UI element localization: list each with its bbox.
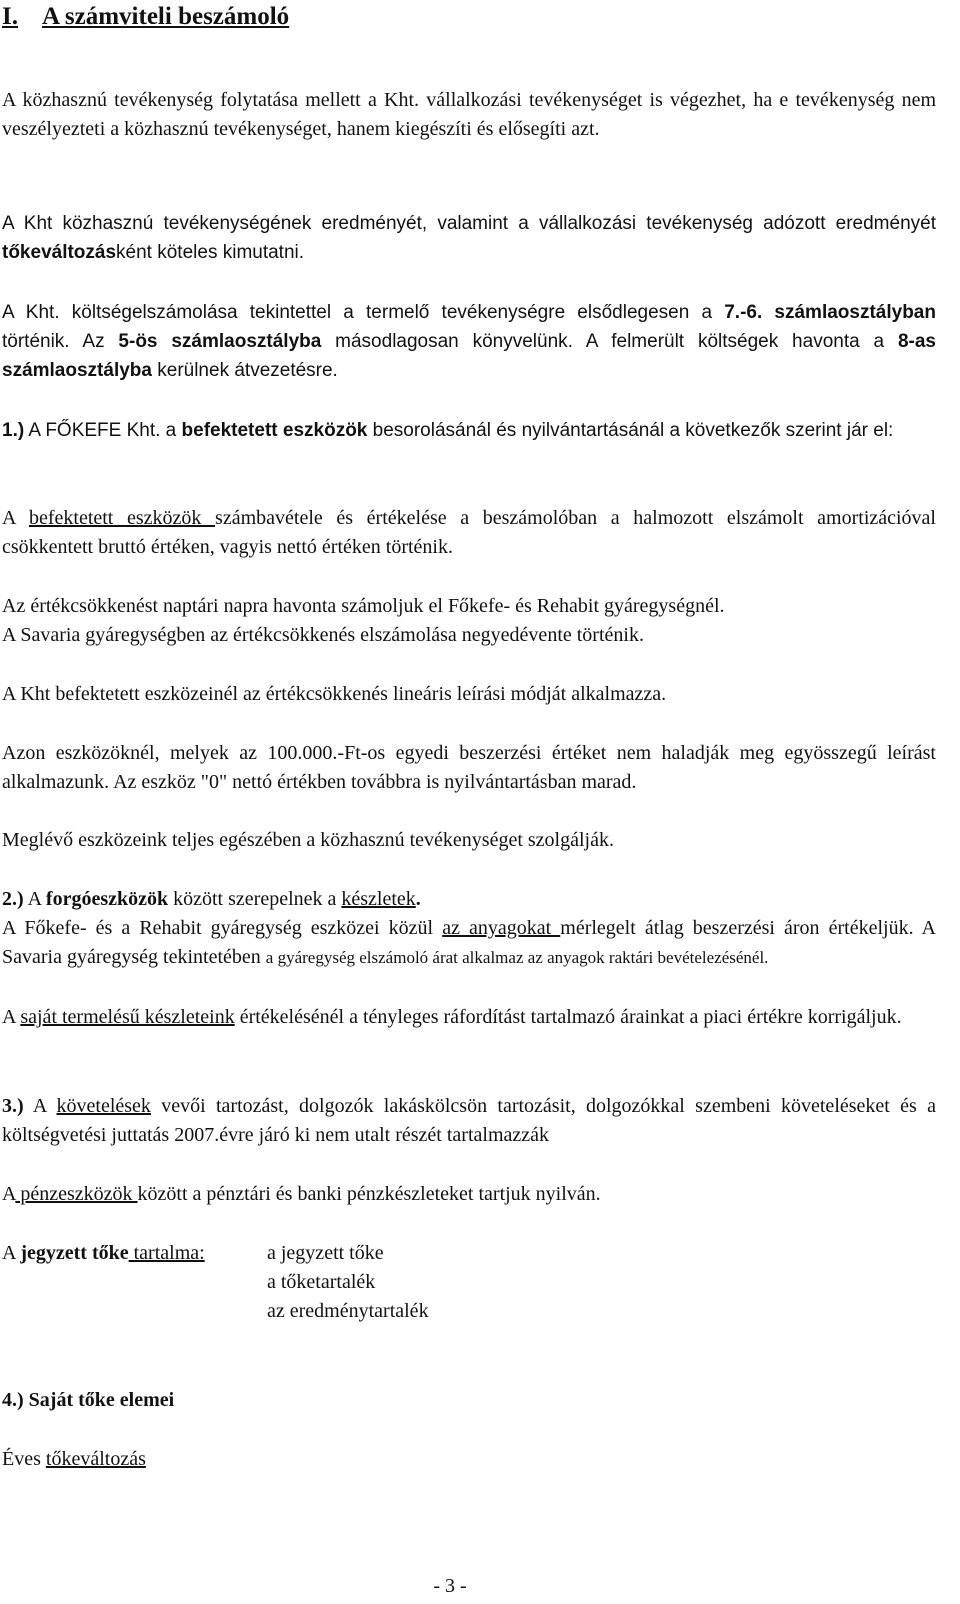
underlined-term: befektetett eszközök [28, 507, 216, 529]
text-run: A [23, 888, 46, 910]
text-run: között a pénztári és banki pénzkészleteket tartjuk nyilván. [137, 1183, 601, 1205]
text-run: között szerepelnek a [168, 888, 342, 910]
subscribed-capital-label [2, 1239, 205, 1268]
paragraph-annual-change [2, 1445, 936, 1474]
text-run: ként köteles kimutatni. [116, 242, 305, 263]
text-run: . [415, 888, 421, 910]
paragraph-threshold: Azon eszközöknél, melyek az 100.000.-Ft-os egyedi beszerzési értéket nem haladják meg egyösszegű leírást alkalmazunk. Az eszköz "0" nettó értékben továbbra is nyilvántartásban marad. [2, 742, 936, 793]
bold-term: 8-as számlaosztályba [2, 331, 936, 381]
text-run: A [2, 1242, 21, 1264]
paragraph-fixed-assets [2, 504, 936, 562]
bold-term: 7.-6. számlaosztályban [724, 302, 936, 323]
underlined-term: készletek [341, 888, 416, 910]
paragraph-depreciation-quarterly: A Savaria gyáregységben az értékcsökkenés elszámolása negyedévente történik. [2, 624, 644, 646]
text-run: értékelésénél a tényleges ráfordítást tartalmazó árainkat a piaci értékre korrigáljuk. [234, 1006, 902, 1028]
underlined-term: tartalma: [128, 1242, 205, 1264]
text-run: történik. Az [2, 331, 119, 352]
section-2-intro [2, 885, 936, 914]
section-3-receivables [2, 1092, 936, 1150]
capital-item: a tőketartalék [267, 1271, 376, 1293]
text-run: besorolásánál és nyilvántartásánál a következők szerint jár el: [367, 420, 894, 441]
text-run: A [2, 1006, 21, 1028]
paragraph-intro: A közhasznú tevékenység folytatása mellett a Kht. vállalkozási tevékenységet is végezhet, ha e tevékenység nem veszélyezteti a közhasznú tevékenységet, hanem kiegészíti és elősegíti azt. [2, 89, 936, 140]
paragraph-own-production [2, 1003, 936, 1032]
text-run: vevői tartozást, dolgozók lakáskölcsön tartozásit, dolgozókkal szembeni követeléseket és a költségvetési juttatás 2007.évre járó ki nem utalt részét tartalmazzák [2, 1095, 936, 1146]
text-run: másodlagosan könyvelünk. A felmerült költségek havonta a [321, 331, 898, 352]
bold-term: jegyzett tőke [20, 1242, 129, 1264]
text-run: kerülnek átvezetésre. [151, 360, 338, 381]
paragraph-costs [2, 298, 936, 385]
section-1-intro [2, 416, 936, 445]
capital-item: a jegyzett tőke [267, 1242, 384, 1264]
text-run: A [2, 1183, 16, 1205]
section-number: 1.) [2, 420, 25, 441]
underlined-term: pénzeszközök [15, 1183, 138, 1205]
text-run: A [2, 507, 29, 529]
text-run: A Kht közhasznú tevékenységének eredményét, valamint a vállalkozási tevékenység adózott eredményét [2, 213, 936, 234]
text-run: mérlegelt átlag beszerzési áron értékeljük. A Savaria gyáregység tekintetében [2, 917, 936, 968]
bold-term: tőkeváltozás [2, 242, 117, 263]
underlined-term: követelések [56, 1095, 151, 1117]
section-4-title [2, 1386, 936, 1415]
section-heading [2, 2, 289, 32]
underlined-term: tőkeváltozás [45, 1448, 146, 1470]
section-title: 4.) Saját tőke elemei [2, 1389, 175, 1411]
page-number: - 3 - [433, 1575, 467, 1597]
bold-term: 5-ös számlaosztályba [118, 331, 322, 352]
text-run: A [23, 1095, 57, 1117]
text-run: Éves [2, 1448, 46, 1470]
paragraph-depreciation-monthly: Az értékcsökkenést naptári napra havonta számoljuk el Főkefe- és Rehabit gyáregységnél. [2, 595, 725, 617]
section-number: 3.) [2, 1095, 24, 1117]
paragraph-assets-serve: Meglévő eszközeink teljes egészében a közhasznú tevékenységet szolgálják. [2, 829, 614, 851]
paragraph-cash [2, 1180, 936, 1209]
text-run: számbavétele és értékelése a beszámolóban a halmozott elszámolt amortizációval csökkentett bruttó értéken, vagyis nettó értéken történik. [2, 507, 936, 558]
text-run: A FŐKEFE Kht. a [24, 420, 182, 441]
bold-term: forgóeszközök [45, 888, 169, 910]
heading-title: A számviteli beszámoló [41, 3, 290, 30]
paragraph-materials [2, 914, 936, 972]
capital-item: az eredménytartalék [267, 1300, 429, 1322]
underlined-term: az anyagokat [442, 917, 561, 939]
paragraph-linear-method: A Kht befektetett eszközeinél az értékcsökkenés lineáris leírási módját alkalmazza. [2, 683, 667, 705]
underlined-term: saját termelésű készleteink [20, 1006, 235, 1028]
bold-term: befektetett eszközök [181, 420, 368, 441]
small-text-run: a gyáregység elszámoló árat alkalmaz az anyagok raktári bevételezésénél. [265, 948, 769, 967]
text-run: A Kht. költségelszámolása tekintettel a termelő tevékenységre elsődlegesen a [2, 302, 725, 323]
text-run: A Főkefe- és a Rehabit gyáregység eszközei közül [2, 917, 443, 939]
heading-number: I. [2, 3, 18, 30]
section-number: 2.) [2, 888, 24, 910]
paragraph-result [2, 209, 936, 267]
